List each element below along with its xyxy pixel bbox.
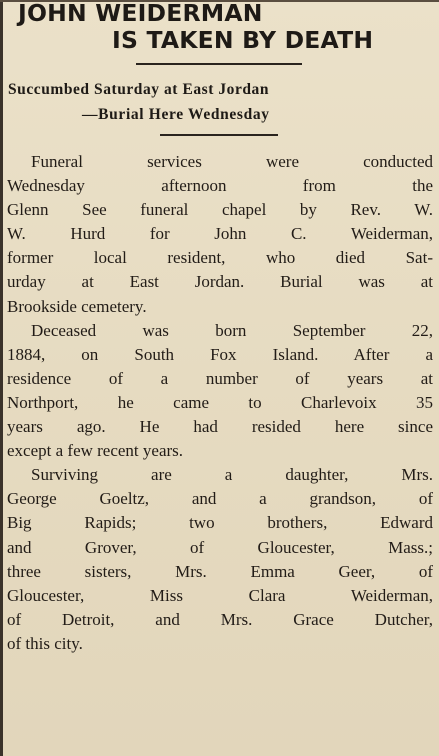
body-line: Deceased was born September 22, <box>31 320 433 340</box>
body-line: Surviving are a daughter, Mrs. <box>31 465 433 485</box>
article-body <box>7 150 433 656</box>
headline-divider <box>136 63 302 65</box>
body-line: Funeral services were conducted <box>31 152 433 171</box>
body-line: former local resident, who died Sat- <box>7 248 433 268</box>
body-line: three sisters, Mrs. Emma Geer, of <box>7 561 433 581</box>
body-line: Brookside cemetery. <box>7 296 147 316</box>
headline-line-2: IS TAKEN BY DEATH <box>112 26 374 54</box>
body-line: of this city. <box>7 633 83 653</box>
body-line: Northport, he came to Charlevoix 35 <box>7 392 433 412</box>
body-line: and Grover, of Gloucester, Mass.; <box>7 537 433 557</box>
body-line: George Goeltz, and a grandson, of <box>7 489 433 509</box>
subheadline-line-2: —Burial Here Wednesday <box>82 106 270 123</box>
body-line: W. Hurd for John C. Weiderman, <box>7 224 433 244</box>
paragraph-funeral-services <box>7 150 433 319</box>
body-line: years ago. He had resided here since <box>7 417 433 437</box>
body-line: Wednesday afternoon from the <box>7 176 433 196</box>
subheadline-divider <box>160 134 278 136</box>
body-line: of Detroit, and Mrs. Grace Dutcher, <box>7 609 433 629</box>
clipping-left-edge <box>0 0 3 756</box>
body-line: urday at East Jordan. Burial was at <box>7 272 433 292</box>
body-line: Big Rapids; two brothers, Edward <box>7 513 433 533</box>
paragraph-survivors <box>7 463 433 656</box>
body-line: 1884, on South Fox Island. After a <box>7 344 433 364</box>
headline-line-1: JOHN WEIDERMAN <box>18 0 263 27</box>
body-line: Gloucester, Miss Clara Weiderman, <box>7 585 433 605</box>
body-line: Glenn See funeral chapel by Rev. W. <box>7 200 433 220</box>
body-line: residence of a number of years at <box>7 368 433 388</box>
paragraph-biography <box>7 319 433 464</box>
body-line: except a few recent years. <box>7 441 184 461</box>
subheadline-line-1: Succumbed Saturday at East Jordan <box>8 81 270 98</box>
